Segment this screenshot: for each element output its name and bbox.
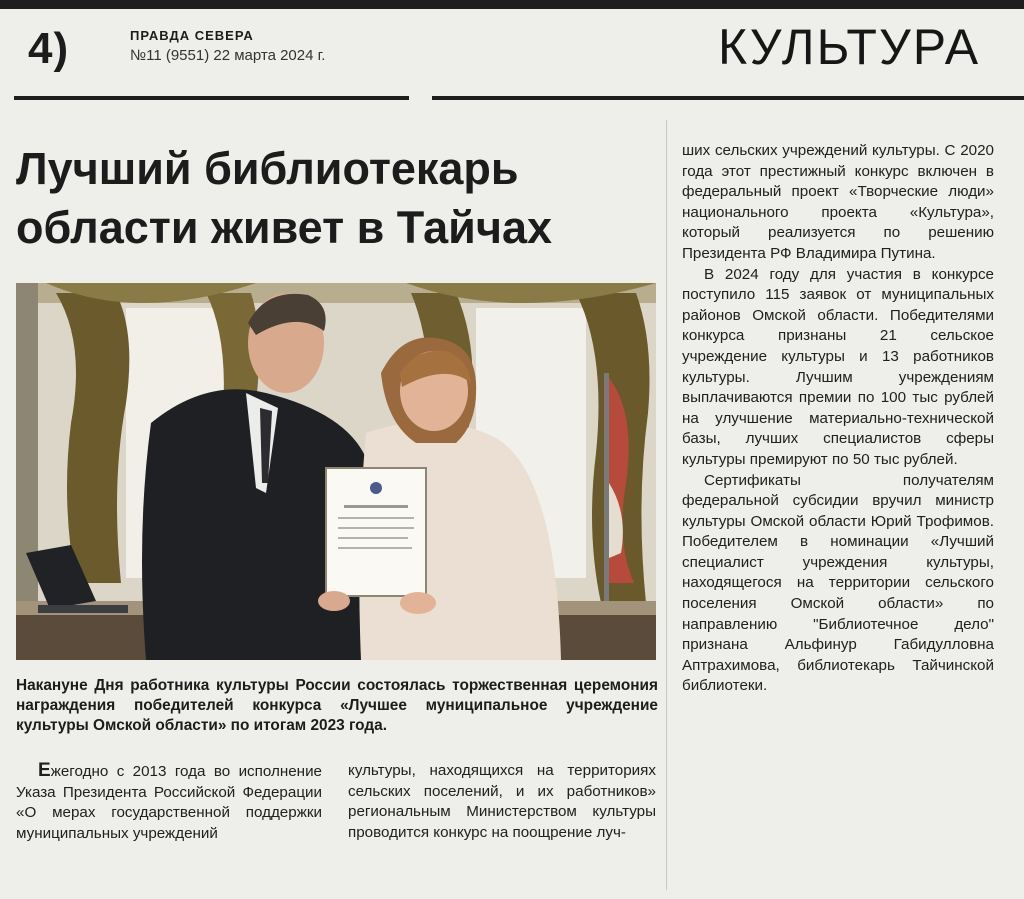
top-rule xyxy=(0,0,1024,9)
article-column-1 xyxy=(16,761,322,844)
newspaper-name: ПРАВДА СЕВЕРА xyxy=(130,28,254,43)
article-photo xyxy=(16,283,656,660)
drop-cap: Е xyxy=(38,760,51,781)
article-headline xyxy=(16,140,676,257)
article-column-3 xyxy=(682,141,994,697)
headline-line-1: Лучший библиотекарь xyxy=(16,143,519,194)
column-3-paragraph-3: Сертификаты получателям федеральной субсидии вручил министр культуры Омской области Юрий Трофимов. Победителем в номинации «Лучший специалист учреждения культуры, находящегося на территории сельского поселения Омской области» по направлению "Библиотечное дело" признана Альфинур Габидулловна Аптрахимова, библиотекарь Тайчинской библиотеки. xyxy=(682,471,994,695)
header-rule-right xyxy=(432,96,1024,100)
column-3-paragraph-2: В 2024 году для участия в конкурсе поступило 115 заявок от муниципальных районов Омской области. Победителями конкурса признаны 21 сельское учреждение культуры и 13 работников культуры. Лучшим учреждениям выплачиваются премии по 100 тыс рублей на улучшение материально-технической базы, лучших специалистов сферы культуры премируют по 50 тыс рублей. xyxy=(682,265,994,468)
headline-line-2: области живет в Тайчах xyxy=(16,201,553,253)
column-divider xyxy=(666,120,667,890)
column-3-paragraph-1: ших сельских учреждений культуры. С 2020 года этот престижный конкурс включен в федеральный проект «Творческие люди» национального проекта «Культура», который реализуется по решению Президента РФ Владимира Путина. xyxy=(682,142,994,262)
article-column-2 xyxy=(348,761,656,843)
photo-caption: Накануне Дня работника культуры России состоялась торжественная церемония награждения победителей конкурса «Лучшее муниципальное учреждение культуры Омской области» по итогам 2023 года. xyxy=(16,677,658,734)
header-rule-left xyxy=(14,96,409,100)
issue-line: №11 (9551) 22 марта 2024 г. xyxy=(130,47,326,64)
page-number: 4) xyxy=(28,24,70,73)
column-1-text: жегодно с 2013 года во исполнение Указа Президента Российской Федерации «О мерах государственной поддержки муниципальных учреждений xyxy=(16,763,322,842)
photo-illustration xyxy=(16,283,656,660)
section-title: КУЛЬТУРА xyxy=(718,19,981,75)
column-2-text: культуры, находящихся на территориях сельских поселений, и их работников» региональным Министерством культуры проводится конкурс на поощрение луч- xyxy=(348,762,656,841)
